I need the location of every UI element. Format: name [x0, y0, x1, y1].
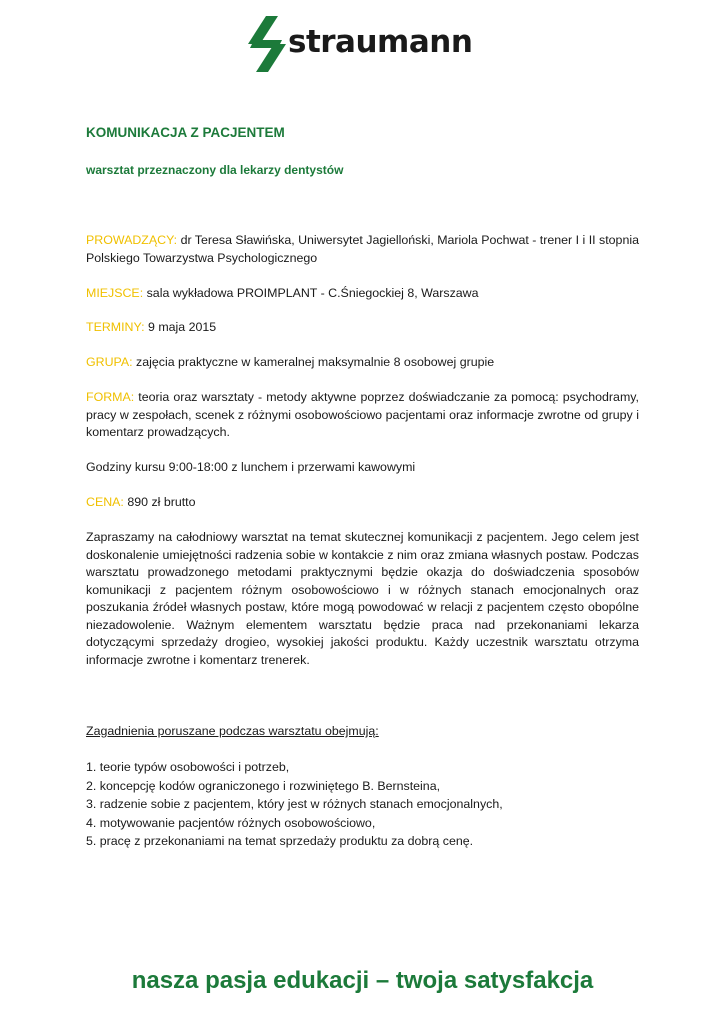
list-item: 5. pracę z przekonaniami na temat sprzedaży produktu za dobrą cenę. [86, 834, 474, 848]
miejsce-label: MIEJSCE: [86, 286, 144, 300]
page-subtitle: warsztat przeznaczony dla lekarzy dentystów [86, 163, 344, 177]
hours-text: Godziny kursu 9:00-18:00 z lunchem i przerwami kawowymi [86, 460, 416, 474]
prowadzacy-label: PROWADZĄCY: [86, 233, 178, 247]
description-paragraph: Zapraszamy na całodniowy warsztat na temat skutecznej komunikacji z pacjentem. Jego celem jest doskonalenie umiejętności radzenia sobie w kontakcie z nim oraz zmiana własnych postaw. Podczas warsztatu prowadzonego metodami praktycznymi będzie okazja do doświadczenia sposobów komunikacji z pacjentem różnym osobowościowo i w różnych stanach emocjonalnych oraz poszukania źródeł własnych postaw, które mogą powodować w relacji z pacjentem często obopólne niezadowolenie. Ważnym elementem warsztatu będzie praca nad przekonaniami lekarza dotyczącymi sprzedaży drogieo, wysokiej jakości produktu. Każdy uczestnik warsztatu otrzyma informacje zwrotne i komentarz trenerek. [86, 530, 639, 667]
footer-slogan: nasza pasja edukacji – twoja satysfakcja [131, 967, 594, 994]
prowadzacy-value: dr Teresa Sławińska, Uniwersytet Jagielloński, Mariola Pochwat - trener I i II stopnia Polskiego Towarzystwa Psychologicznego [86, 233, 639, 265]
cena-row [86, 494, 639, 512]
topics-heading-text: Zagadnienia poruszane podczas warsztatu obejmują: [86, 724, 379, 738]
straumann-s-mark-icon [248, 16, 288, 72]
list-item: 2. koncepcję kodów ograniczonego i rozwiniętego B. Bernsteina, [86, 778, 441, 793]
prowadzacy-row [86, 232, 639, 267]
terminy-value: 9 maja 2015 [147, 320, 217, 334]
list-item: 1. teorie typów osobowości i potrzeb, [86, 760, 290, 774]
brand-wordmark: straumann [288, 24, 473, 60]
cena-label: CENA: [86, 495, 124, 509]
grupa-label: GRUPA: [86, 355, 133, 369]
forma-value: teoria oraz warsztaty - metody aktywne poprzez doświadczanie za pomocą: psychodramy, pracy w zespołach, scenek z różnymi osobowościowo pacjentami oraz informacje zwrotne od grupy i komentarz prowadzących. [86, 390, 639, 439]
list-item: 4. motywowanie pacjentów różnych osobowościowo, [86, 815, 376, 830]
miejsce-row [86, 285, 639, 303]
miejsce-value: sala wykładowa PROIMPLANT - C.Śniegockiej 8, Warszawa [146, 286, 479, 300]
forma-row [86, 389, 639, 442]
cena-value: 890 zł brutto [127, 495, 196, 509]
forma-label: FORMA: [86, 390, 135, 404]
grupa-row [86, 354, 639, 372]
terminy-label: TERMINY: [86, 320, 145, 334]
terminy-row [86, 319, 639, 337]
page-title: KOMUNIKACJA Z PACJENTEM [86, 125, 285, 140]
list-item: 3. radzenie sobie z pacjentem, który jest w różnych stanach emocjonalnych, [86, 797, 503, 811]
straumann-logo [248, 16, 480, 72]
topics-list [86, 758, 646, 851]
topics-heading [86, 723, 639, 741]
grupa-value: zajęcia praktyczne w kameralnej maksymalnie 8 osobowej grupie [136, 355, 495, 369]
